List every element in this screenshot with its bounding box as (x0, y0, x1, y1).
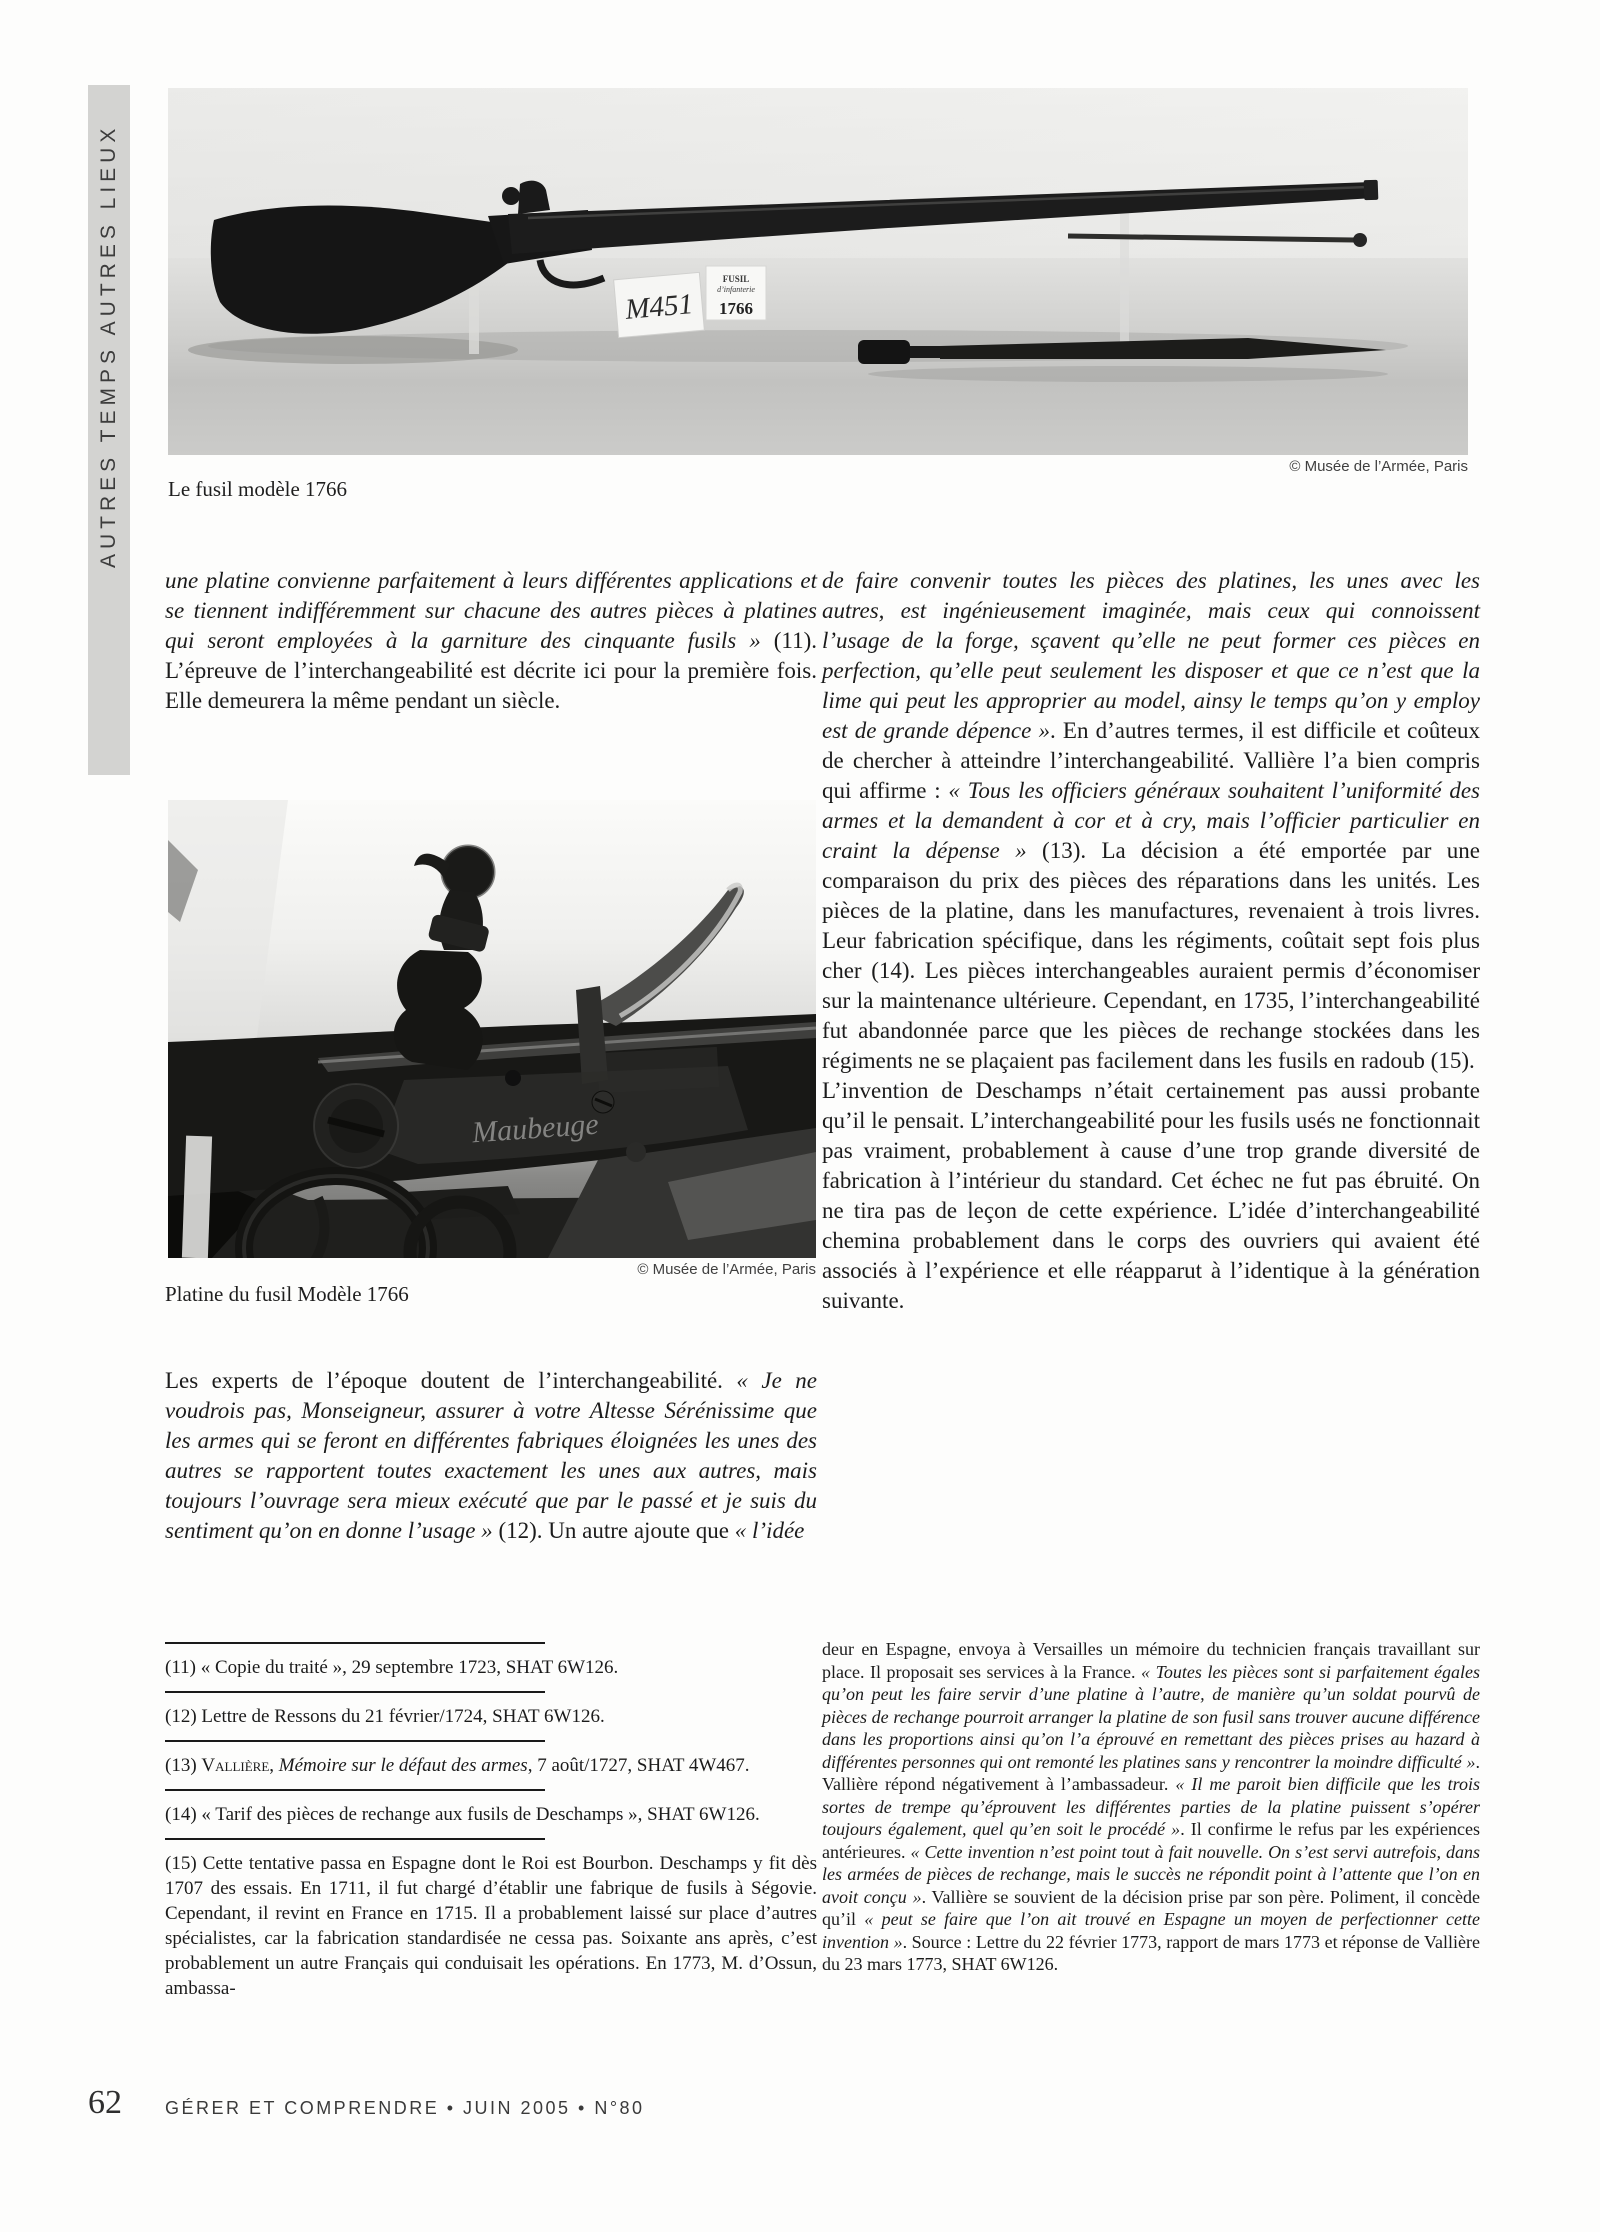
display-stand (1120, 206, 1129, 348)
footnote-14: (14) « Tarif des pièces de rechange aux fusils de Deschamps », SHAT 6W126. (165, 1802, 817, 1840)
footnote-11: (11) « Copie du traité », 29 septembre 1723, SHAT 6W126. (165, 1655, 817, 1693)
footnote-15: (15) Cette tentative passa en Espagne dont le Roi est Bourbon. Deschamps y fit dès 1707 des essais. En 1711, il fut chargé d’établir une fabrique de fusils à Ségovie. Cependant, il revint en France en 1715. Il a probablement laissé sur place d’autres spécialistes, car la fabrication standardisée ne cessa pas. Soixante ans après, c’est probablement un autre Français qui conduisait les opérations. En 1773, M. d’Ossun, ambassa- (165, 1853, 817, 1999)
lockplate-engraving: Maubeuge (471, 1107, 600, 1150)
footnote-13: (13) Vallière, Mémoire sur le défaut des armes, 7 août/1727, SHAT 4W467. (165, 1753, 817, 1791)
card-label-line1: FUSIL (722, 274, 750, 284)
lock-screw (505, 1070, 521, 1086)
sidebar-vertical-label: AUTRES TEMPS AUTRES LIEUX (97, 123, 120, 568)
lock-screw (626, 1142, 646, 1162)
photo-caption-top: Le fusil modèle 1766 (168, 477, 348, 501)
left-column-paragraph-2: Les experts de l’époque doutent de l’interchangeabilité. « Je ne voudrois pas, Monseigneur, assurer à votre Altesse Sérénissime que les armes qui se feront en différentes fabriques éloignées les unes des autres se rapportent toutes exactement les unes aux autres, mais toujours l’ouvrage sera mieux exécuté que par le passé et je suis du sentiment qu’on en donne l’usage » (12). Un autre ajoute que « l’idée (165, 1368, 817, 1543)
card-inventory-number: M451 (624, 288, 695, 326)
card-year: 1766 (719, 299, 753, 318)
footnotes-block (165, 1642, 817, 2001)
lockplate-photo-illustration (168, 800, 816, 1258)
museum-card-1766 (706, 266, 766, 320)
muzzle (1364, 180, 1379, 200)
bayonet-shadow (868, 366, 1388, 382)
journal-footer-line: GÉRER ET COMPRENDRE • JUIN 2005 • N°80 (165, 2098, 645, 2118)
card-label-line2: d’infanterie (717, 285, 755, 294)
photo-caption-lock: Platine du fusil Modèle 1766 (165, 1282, 409, 1306)
museum-card-m451 (614, 272, 705, 337)
musket-photo (168, 88, 1468, 455)
photo-credit-top: © Musée de l’Armée, Paris (1289, 458, 1468, 475)
footnote-continuation: deur en Espagne, envoya à Versailles un mémoire du technicien français travaillant sur place. Il proposait ses services à la France. « Toutes les pièces sont si parfaitement égales qu’on peut les faire servir d’une platine à l’autre, de manière qu’un soldat pourvû de pièces de rechange pourroit arranger la platine de son fusil sans trouver aucune différence dans les proportions ainsi qu’on l’a éprouvé en remettant des pièces prises au hazard à différentes personnes qui ont remonté les platines sans y rencontrer la moindre difficulté ». Vallière répond négativement à l’ambassadeur. « Il me paroit bien difficile que les trois sortes de trempe qu’éprouvent les différentes parties de la platine puissent s’opérer toujours également, quel qu’en soit le procédé ». Il confirme le refus par les expériences antérieures. « Cette invention n’est point tout à fait nouvelle. On s’est servi autrefois, dans les armées de pièces de rechange, mais le succès ne répondit point à l’attente que l’on en avoit conçu ». Vallière se souvient de la décision prise par son père. Poliment, il concède qu’il « peut se faire que l’on ait trouvé en Espagne un moyen de perfectionner cette invention ». Source : Lettre du 22 février 1773, rapport de mars 1773 et réponse de Vallière du 23 mars 1773, SHAT 6W126. (822, 1639, 1481, 1974)
right-column-paragraph-1: de faire convenir toutes les pièces des platines, les unes avec les autres, est ingénieusement imaginée, mais ceux qui connoissent l’usage de la forge, sçavent qu’elle ne peut former ces pièces en perfection, qu’elle peut seulement les disposer et que ce n’est que la lime qui peut les approprier au model, ainsy le temps qu’on y employ est de grande dépence ». En d’autres termes, il est difficile et coûteux de chercher à atteindre l’interchangeabilité. Vallière l’a bien compris qui affirme : « Tous les officiers généraux souhaitent l’uniformité des armes et la demandent à cor et à cry, mais l’officier particulier en craint la dépense » (13). La décision a été emportée par une comparaison du prix des pièces des réparations dans les unités. Les pièces de la platine, dans les manufactures, revenaient à trois livres. Leur fabrication spécifique, dans les régiments, coûtait sept fois plus cher (14). Les pièces interchangeables auraient permis d’économiser sur la maintenance ultérieure. Cependant, en 1735, l’interchangeabilité fut abandonnée parce que les pièces de rechange stockées dans les régiments ne se plaçaient pas facilement dans les fusils en radoub (15). (822, 568, 1480, 1073)
lockplate-photo (168, 800, 816, 1258)
right-column-paragraph-2: L’invention de Deschamps n’était certainement pas aussi probante qu’il le pensait. L’interchangeabilité pour les fusils usés ne fonctionnait pas vraiment, probablement à cause d’une trop grande diversité de fabrication à l’intérieur du standard. Cet échec ne fut pas ébruité. On ne tira pas de leçon de cette expérience. L’idée d’interchangeabilité chemina probablement dans le corps des ouvriers qui avaient été associés à l’expérience et elle réapparut à l’identique à la génération suivante. (822, 1078, 1480, 1313)
musket-photo-illustration (168, 88, 1468, 455)
musket-hammer-ball (502, 187, 520, 205)
photo-credit-lock: © Musée de l’Armée, Paris (637, 1261, 816, 1278)
ramrod-tip (1353, 233, 1367, 247)
bayonet-neck (910, 346, 942, 358)
left-column-paragraph-1: une platine convienne parfaitement à leurs différentes applications et se tiennent indifféremment sur chacune des autres pièces à platines qui seront employées à la garniture des cinquante fusils » (11). L’épreuve de l’interchangeabilité est décrite ici pour la première fois. Elle demeurera la même pendant un siècle. (165, 568, 817, 713)
page-number: 62 (88, 2084, 122, 2121)
bayonet-socket (858, 340, 910, 364)
stock-shadow (188, 336, 518, 364)
footnote-12: (12) Lettre de Ressons du 21 février/1724, SHAT 6W126. (165, 1704, 817, 1742)
display-stand (182, 1136, 212, 1258)
right-column (822, 566, 1480, 1316)
